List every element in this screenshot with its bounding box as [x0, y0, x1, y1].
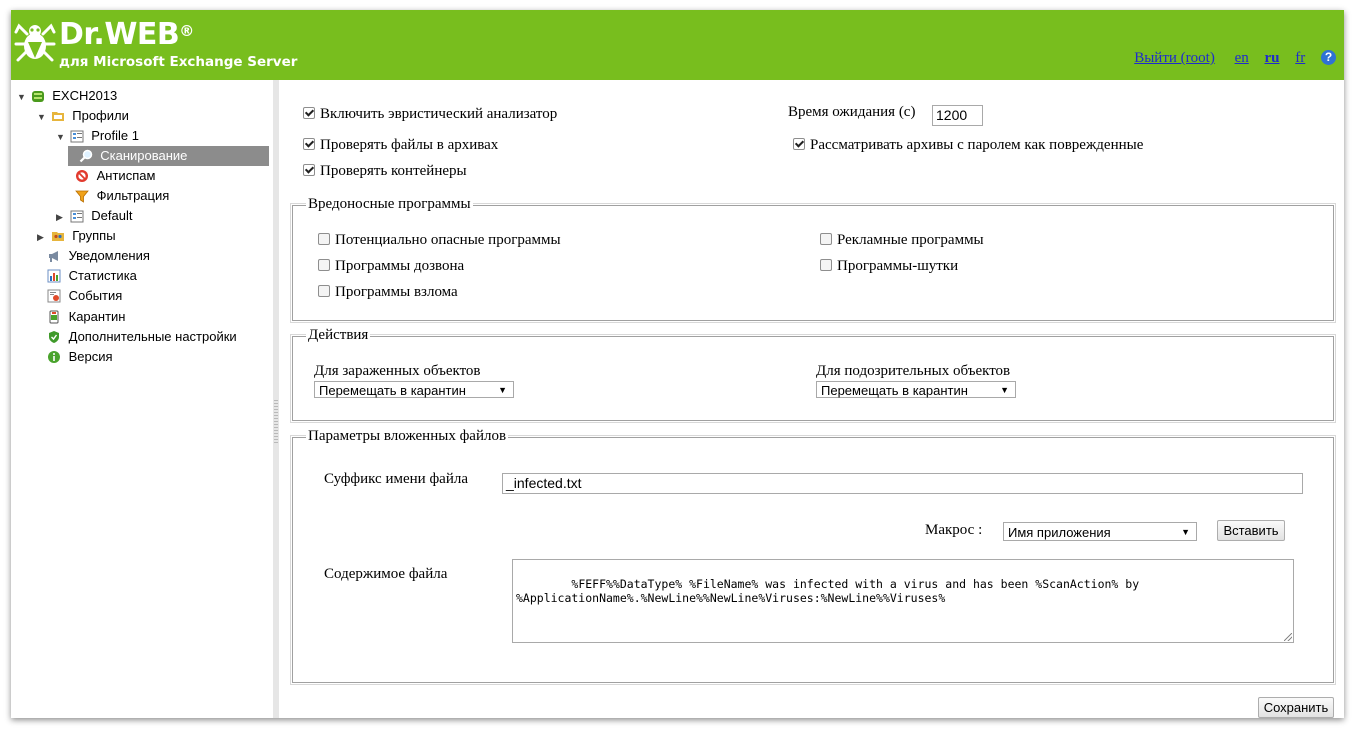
expand-arrow-icon[interactable]: ▼ [56, 132, 65, 142]
tree-label: EXCH2013 [52, 88, 118, 103]
tree-item-notifications[interactable] [47, 246, 150, 266]
tree-item-exch2013[interactable] [17, 86, 117, 106]
archives-option[interactable] [303, 137, 498, 154]
actions-legend: Действия [308, 327, 369, 343]
riskware-checkbox[interactable] [318, 233, 330, 245]
suffix-input[interactable]: _infected.txt [502, 473, 1303, 494]
tree-item-advanced-settings[interactable] [47, 327, 237, 347]
tree-item-events[interactable] [47, 286, 122, 306]
spider-logo-icon [13, 18, 57, 66]
lang-en-link[interactable]: en [1234, 50, 1249, 66]
infected-action-value: Перемещать в карантин [319, 383, 466, 398]
megaphone-icon [47, 249, 61, 263]
collapse-arrow-icon[interactable]: ▶ [56, 212, 63, 222]
info-icon [47, 350, 61, 364]
tree-item-statistics[interactable] [47, 266, 137, 286]
dropdown-arrow-icon: ▼ [1181, 527, 1190, 537]
magnifier-icon [79, 149, 93, 163]
no-entry-icon [75, 169, 89, 183]
tree-label: Profile 1 [91, 128, 139, 143]
tree-item-version[interactable] [47, 347, 113, 367]
tree-item-scanning[interactable] [68, 146, 269, 166]
content-textarea[interactable] [512, 559, 1294, 643]
server-icon [31, 89, 45, 103]
tree-item-quarantine[interactable] [47, 307, 125, 327]
resize-handle-icon[interactable] [1284, 633, 1292, 641]
containers-option[interactable] [303, 163, 467, 180]
macro-value: Имя приложения [1008, 525, 1111, 540]
shield-icon [47, 330, 61, 344]
tree-item-antispam[interactable] [75, 166, 155, 186]
save-button[interactable]: Сохранить [1258, 697, 1334, 718]
macro-select[interactable] [1003, 522, 1197, 541]
tree-label: Профили [72, 108, 129, 123]
tree-label: Уведомления [68, 248, 150, 263]
tree-label: Default [91, 208, 133, 223]
app-window [11, 10, 1344, 718]
archives-label: Проверять файлы в архивах [320, 137, 499, 153]
adware-option[interactable] [820, 232, 984, 249]
archives-checkbox[interactable] [303, 138, 315, 150]
expand-arrow-icon[interactable]: ▼ [37, 112, 46, 122]
suspicious-label: Для подозрительных объектов [816, 363, 1011, 379]
password-archives-option[interactable] [793, 137, 1143, 154]
dialers-checkbox[interactable] [318, 259, 330, 271]
lang-ru-link[interactable]: ru [1264, 50, 1280, 66]
tree-item-profile-1[interactable] [56, 126, 139, 146]
containers-label: Проверять контейнеры [320, 163, 467, 179]
adware-checkbox[interactable] [820, 233, 832, 245]
splitter-grip-icon[interactable] [274, 400, 278, 444]
heuristic-label: Включить эвристический анализатор [320, 106, 558, 122]
jokes-label: Программы-шутки [837, 258, 959, 274]
hacktools-checkbox[interactable] [318, 285, 330, 297]
dialers-option[interactable] [318, 258, 464, 275]
containers-checkbox[interactable] [303, 164, 315, 176]
adware-label: Рекламные программы [837, 232, 984, 248]
top-links [1122, 50, 1336, 67]
heuristic-checkbox[interactable] [303, 107, 315, 119]
timeout-label: Время ожидания (с) [788, 104, 916, 120]
tree-label: Сканирование [100, 148, 188, 163]
macro-label: Макрос : [925, 522, 983, 538]
dialers-label: Программы дозвона [335, 258, 465, 274]
actions-fieldset [292, 327, 1334, 421]
timeout-input[interactable]: 1200 [932, 105, 983, 126]
dropdown-arrow-icon: ▼ [1000, 385, 1009, 395]
infected-action-select[interactable] [314, 381, 514, 398]
dropdown-arrow-icon: ▼ [498, 385, 507, 395]
brand-subtitle: для Microsoft Exchange Server [59, 54, 298, 70]
hacktools-label: Программы взлома [335, 284, 458, 300]
navigation-tree [11, 80, 273, 718]
hacktools-option[interactable] [318, 284, 458, 301]
brand-name: Dr.WEB® [59, 17, 194, 52]
infected-label: Для зараженных объектов [314, 363, 481, 379]
malware-fieldset [292, 196, 1334, 321]
suspicious-action-select[interactable] [816, 381, 1016, 398]
jokes-checkbox[interactable] [820, 259, 832, 271]
quarantine-icon [47, 310, 61, 324]
tree-item-default[interactable] [56, 206, 132, 226]
password-archives-checkbox[interactable] [793, 138, 805, 150]
events-log-icon [47, 289, 61, 303]
tree-item-filtering[interactable] [75, 186, 169, 206]
tree-label: Фильтрация [96, 188, 170, 203]
tree-item-groups[interactable] [37, 226, 116, 246]
bar-chart-icon [47, 269, 61, 283]
funnel-icon [75, 189, 89, 203]
tree-label: Карантин [68, 309, 126, 324]
folder-icon [51, 109, 65, 123]
insert-macro-button[interactable]: Вставить [1217, 520, 1285, 541]
riskware-label: Потенциально опасные программы [335, 232, 561, 248]
lang-fr-link[interactable]: fr [1295, 50, 1306, 66]
suspicious-action-value: Перемещать в карантин [821, 383, 968, 398]
attachments-legend: Параметры вложенных файлов [308, 428, 507, 444]
tree-label: Дополнительные настройки [68, 329, 237, 344]
content-value: %FEFF%%DataType% %FileName% was infected with a virus and has been %ScanAction% by %ApplicationName%.%NewLine%%NewLine%Viruses:%NewLine%%Viruses% [516, 577, 1140, 605]
profile-icon [70, 129, 84, 143]
tree-label: Статистика [68, 268, 137, 283]
password-archives-label: Рассматривать архивы с паролем как поврежденные [810, 137, 1144, 153]
help-icon[interactable]: ? [1321, 50, 1336, 65]
content-label: Содержимое файла [324, 566, 448, 582]
profile-icon [70, 209, 84, 223]
suffix-label: Суффикс имени файла [324, 471, 468, 487]
heuristic-option[interactable] [303, 106, 557, 123]
tree-label: Версия [68, 349, 113, 364]
tree-item-profiles[interactable] [37, 106, 129, 126]
expand-arrow-icon[interactable]: ▼ [17, 92, 26, 102]
tree-label: События [68, 288, 123, 303]
tree-label: Группы [72, 228, 116, 243]
jokes-option[interactable] [820, 258, 958, 275]
header-bar [11, 10, 1344, 80]
settings-panel [279, 80, 1344, 718]
logout-link[interactable]: Выйти (root) [1134, 50, 1215, 66]
riskware-option[interactable] [318, 232, 561, 249]
collapse-arrow-icon[interactable]: ▶ [37, 232, 44, 242]
tree-label: Антиспам [96, 168, 156, 183]
group-folder-icon [51, 229, 65, 243]
attachments-fieldset [292, 428, 1334, 683]
malware-legend: Вредоносные программы [308, 196, 471, 212]
